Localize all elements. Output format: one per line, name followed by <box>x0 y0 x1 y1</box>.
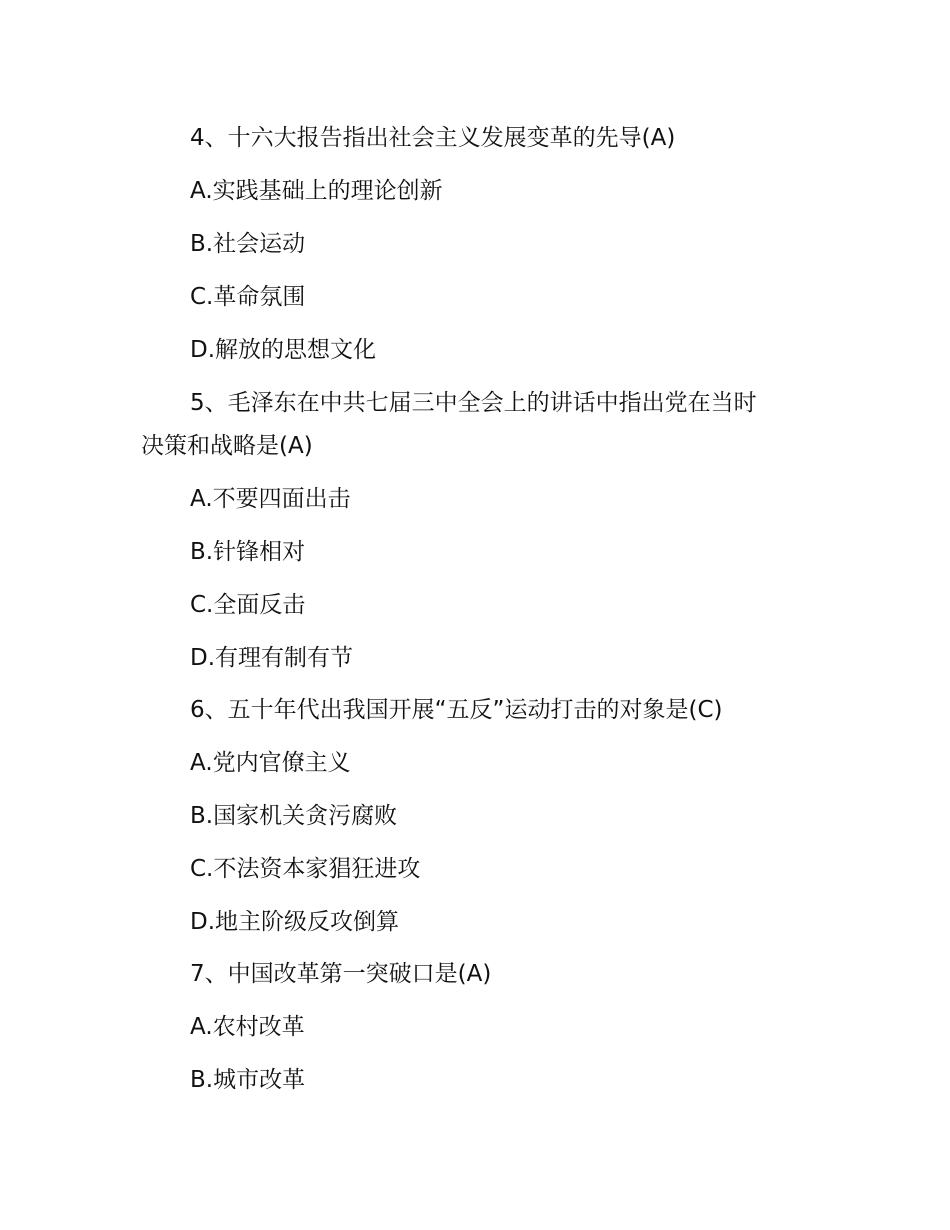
question-4-option-c: C.革命氛围 <box>190 284 306 310</box>
question-6-stem: 6、五十年代出我国开展“五反”运动打击的对象是(C) <box>190 697 723 723</box>
question-6-option-a: A.党内官僚主义 <box>190 750 351 776</box>
question-5-option-c: C.全面反击 <box>190 592 306 618</box>
question-6-option-c: C.不法资本家猖狂进攻 <box>190 856 421 882</box>
question-4-option-a: A.实践基础上的理论创新 <box>190 178 443 204</box>
question-4-option-d: D.解放的思想文化 <box>190 337 377 363</box>
question-4-option-b: B.社会运动 <box>190 231 306 257</box>
question-7-option-a: A.农村改革 <box>190 1014 305 1040</box>
question-5-option-d: D.有理有制有节 <box>190 645 354 671</box>
question-5-option-b: B.针锋相对 <box>190 539 306 565</box>
question-6-option-b: B.国家机关贪污腐败 <box>190 803 398 829</box>
question-6-option-d: D.地主阶级反攻倒算 <box>190 909 400 935</box>
question-5-stem: 5、毛泽东在中共七届三中全会上的讲话中指出党在当时 <box>190 390 757 416</box>
question-5-stem-continuation: 决策和战略是(A) <box>141 433 313 459</box>
question-7-option-b: B.城市改革 <box>190 1067 306 1093</box>
question-4-stem: 4、十六大报告指出社会主义发展变革的先导(A) <box>190 125 676 151</box>
question-5-option-a: A.不要四面出击 <box>190 486 351 512</box>
question-7-stem: 7、中国改革第一突破口是(A) <box>190 961 492 987</box>
